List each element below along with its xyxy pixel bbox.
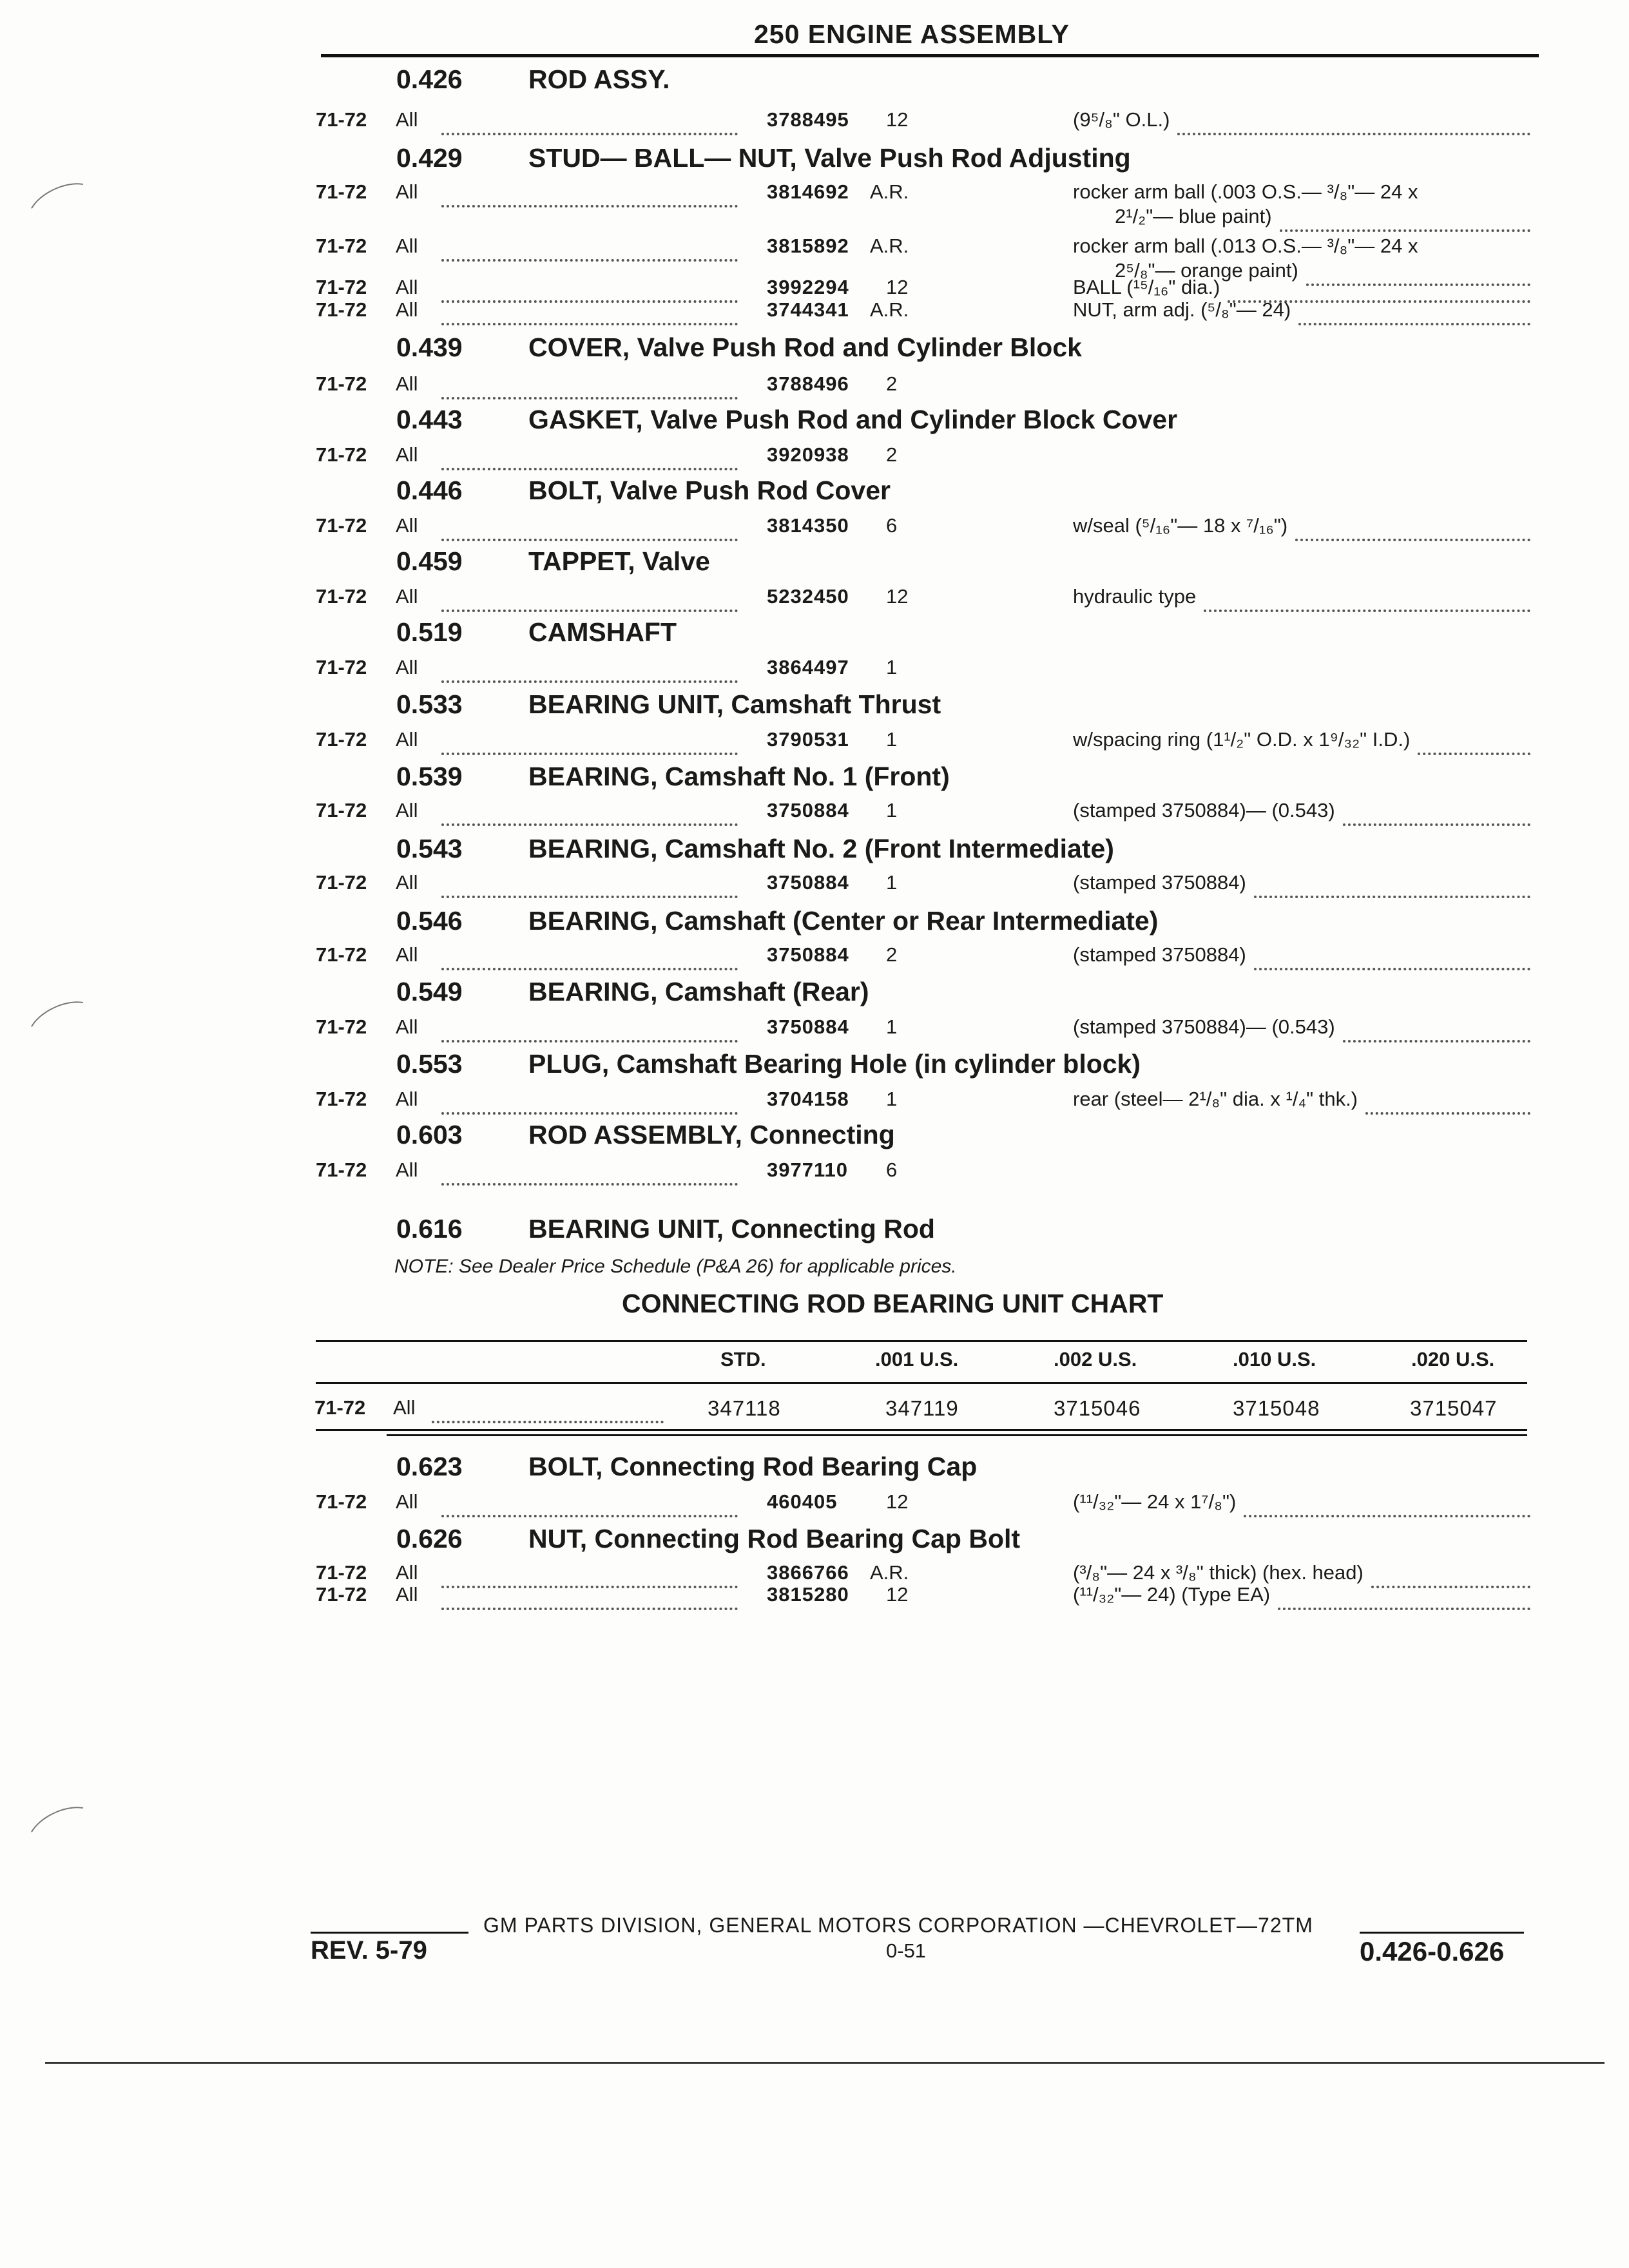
leader-dots — [441, 108, 738, 135]
part-number: 3750884 — [767, 943, 849, 966]
description: (stamped 3750884)— (0.543) — [1073, 799, 1335, 822]
section-name: STUD— BALL— NUT, Valve Push Rod Adjusting — [528, 143, 1131, 173]
section-code: 0.443 — [396, 405, 463, 434]
leader-dots — [1295, 514, 1530, 541]
leader-dots — [1298, 298, 1530, 325]
leader-dots — [1177, 108, 1530, 135]
description: BALL (¹⁵/₁₆" dia.) — [1073, 276, 1220, 298]
model-year: 71-72 — [316, 585, 367, 608]
section-name: COVER, Valve Push Rod and Cylinder Block — [528, 332, 1082, 362]
part-number: 3977110 — [767, 1158, 848, 1181]
quantity: 12 — [886, 1583, 909, 1606]
model: All — [396, 276, 418, 298]
leader-dots — [441, 1583, 738, 1610]
leader-dots — [1204, 585, 1530, 612]
model: All — [396, 372, 418, 395]
model: All — [396, 728, 418, 751]
revision-label: REV. 5-79 — [311, 1936, 427, 1965]
section-code: 0.533 — [396, 689, 463, 719]
model: All — [396, 871, 418, 894]
section-code: 0.519 — [396, 617, 463, 647]
section-name: NUT, Connecting Rod Bearing Cap Bolt — [528, 1524, 1021, 1553]
description: (9⁵/₈" O.L.) — [1073, 108, 1170, 131]
part-row — [0, 656, 1629, 683]
quantity: 6 — [886, 1158, 898, 1181]
page-number: 0-51 — [886, 1939, 927, 1962]
model-year: 71-72 — [316, 1561, 367, 1584]
description: rear (steel— 2¹/₈" dia. x ¹/₄" thk.) — [1073, 1088, 1358, 1110]
chart-value-020: 3715047 — [1410, 1396, 1498, 1420]
part-number: 460405 — [767, 1490, 838, 1513]
description: NUT, arm adj. (⁵/₈"— 24) — [1073, 298, 1291, 321]
model: All — [396, 1158, 418, 1181]
quantity: 1 — [886, 656, 898, 678]
chart-model: All — [393, 1396, 416, 1419]
section-name: BEARING, Camshaft No. 2 (Front Intermediate) — [528, 834, 1114, 863]
model: All — [396, 1015, 418, 1038]
part-number: 3814692 — [767, 180, 849, 203]
quantity: A.R. — [870, 298, 909, 321]
model-year: 71-72 — [316, 514, 367, 537]
part-row — [0, 372, 1629, 399]
quantity: 12 — [886, 1490, 909, 1513]
quantity: 12 — [886, 585, 909, 608]
section-name: BOLT, Connecting Rod Bearing Cap — [528, 1452, 978, 1481]
leader-dots — [441, 871, 738, 898]
leader-dots — [1254, 943, 1530, 970]
section-code: 0.539 — [396, 762, 463, 791]
model: All — [396, 443, 418, 466]
part-row — [0, 1158, 1629, 1186]
part-row — [0, 514, 1629, 541]
model-year: 71-72 — [316, 276, 367, 298]
description: w/spacing ring (1¹/₂" O.D. x 1⁹/₃₂" I.D.) — [1073, 728, 1411, 751]
leader-dots — [1278, 1583, 1530, 1610]
quantity: 2 — [886, 443, 898, 466]
quantity: A.R. — [870, 180, 909, 203]
quantity: 12 — [886, 276, 909, 298]
model-year: 71-72 — [316, 871, 367, 894]
chart-header-std: STD. — [720, 1348, 766, 1370]
section-code: 0.623 — [396, 1452, 463, 1481]
leader-dots — [1343, 799, 1530, 826]
footer-rule-left — [311, 1932, 468, 1934]
description: hydraulic type — [1073, 585, 1197, 608]
model-year: 71-72 — [316, 372, 367, 395]
section-code: 0.603 — [396, 1120, 463, 1149]
section-name: ROD ASSY. — [528, 64, 670, 94]
part-number: 3815280 — [767, 1583, 849, 1606]
model: All — [396, 1088, 418, 1110]
part-row — [0, 180, 1629, 227]
chart-header-001: .001 U.S. — [875, 1348, 959, 1370]
part-number: 3814350 — [767, 514, 849, 537]
chart-value-001: 347119 — [885, 1396, 959, 1420]
part-number: 3790531 — [767, 728, 849, 751]
leader-dots — [441, 443, 738, 470]
leader-dots — [441, 235, 738, 262]
model-year: 71-72 — [316, 1088, 367, 1110]
item-range: 0.426-0.626 — [1360, 1936, 1505, 1966]
leader-dots — [441, 585, 738, 612]
part-row — [0, 1583, 1629, 1610]
section-code: 0.426 — [396, 64, 463, 94]
footer-publisher: GM PARTS DIVISION, GENERAL MOTORS CORPORATION —CHEVROLET—72TM — [483, 1914, 1313, 1937]
part-number: 3750884 — [767, 799, 849, 822]
model: All — [396, 943, 418, 966]
description: rocker arm ball (.003 O.S.— ³/₈"— 24 x — [1073, 180, 1418, 203]
section-code: 0.429 — [396, 143, 463, 173]
chart-title: CONNECTING ROD BEARING UNIT CHART — [622, 1289, 1164, 1318]
part-row — [0, 585, 1629, 612]
model-year: 71-72 — [316, 108, 367, 131]
part-row — [0, 443, 1629, 470]
section-name: BEARING UNIT, Connecting Rod — [528, 1214, 935, 1244]
description: rocker arm ball (.013 O.S.— ³/₈"— 24 x — [1073, 235, 1418, 257]
model: All — [396, 514, 418, 537]
section-code: 0.546 — [396, 906, 463, 936]
leader-dots — [1254, 871, 1530, 898]
leader-dots — [1280, 205, 1530, 232]
part-number: 3788495 — [767, 108, 849, 131]
section-name: PLUG, Camshaft Bearing Hole (in cylinder block) — [528, 1049, 1141, 1079]
part-row — [0, 871, 1629, 898]
leader-dots — [441, 728, 738, 755]
description: (stamped 3750884) — [1073, 871, 1246, 894]
quantity: 2 — [886, 372, 898, 395]
model: All — [396, 108, 418, 131]
model: All — [396, 585, 418, 608]
model-year: 71-72 — [316, 1158, 367, 1181]
part-row — [0, 1015, 1629, 1043]
model-year: 71-72 — [316, 799, 367, 822]
scan-mark — [21, 992, 104, 1060]
part-number: 3815892 — [767, 235, 849, 257]
chart-year: 71-72 — [314, 1396, 366, 1419]
description-continued: 2¹/₂"— blue paint) — [1115, 205, 1272, 227]
leader-dots — [441, 943, 738, 970]
part-row — [0, 728, 1629, 755]
model-year: 71-72 — [316, 656, 367, 678]
model: All — [396, 180, 418, 203]
quantity: 1 — [886, 871, 898, 894]
leader-dots — [441, 372, 738, 399]
part-number: 5232450 — [767, 585, 849, 608]
model: All — [396, 1583, 418, 1606]
bottom-edge-rule — [45, 2062, 1605, 2064]
section-name: TAPPET, Valve — [528, 546, 710, 576]
leader-dots — [441, 799, 738, 826]
part-row — [0, 298, 1629, 325]
part-number: 3704158 — [767, 1088, 849, 1110]
part-row — [0, 943, 1629, 970]
leader-dots — [1244, 1490, 1530, 1517]
section-code: 0.626 — [396, 1524, 463, 1553]
chart-header-rule — [316, 1382, 1527, 1384]
section-name: GASKET, Valve Push Rod and Cylinder Block Cover — [528, 405, 1178, 434]
quantity: A.R. — [870, 235, 909, 257]
part-number: 3788496 — [767, 372, 849, 395]
model-year: 71-72 — [316, 943, 367, 966]
chart-value-std: 347118 — [708, 1396, 781, 1420]
chart-header-002: .002 U.S. — [1054, 1348, 1137, 1370]
model: All — [396, 1490, 418, 1513]
model: All — [396, 656, 418, 678]
model: All — [396, 799, 418, 822]
leader-dots — [1343, 1015, 1530, 1043]
chart-leader-dots — [432, 1396, 664, 1423]
model-year: 71-72 — [316, 728, 367, 751]
model-year: 71-72 — [316, 180, 367, 203]
model-year: 71-72 — [316, 298, 367, 321]
section-name: ROD ASSEMBLY, Connecting — [528, 1120, 895, 1149]
leader-dots — [441, 298, 738, 325]
section-code: 0.553 — [396, 1049, 463, 1079]
leader-dots — [441, 1088, 738, 1115]
quantity: 6 — [886, 514, 898, 537]
section-code: 0.549 — [396, 977, 463, 1006]
model: All — [396, 298, 418, 321]
chart-bottom-rule-2 — [387, 1434, 1527, 1436]
model-year: 71-72 — [316, 1490, 367, 1513]
header-rule — [321, 54, 1539, 57]
chart-top-rule — [316, 1340, 1527, 1342]
description: w/seal (⁵/₁₆"— 18 x ⁷/₁₆") — [1073, 514, 1288, 537]
section-name: CAMSHAFT — [528, 617, 677, 647]
leader-dots — [441, 656, 738, 683]
chart-header-020: .020 U.S. — [1411, 1348, 1495, 1370]
leader-dots — [441, 1015, 738, 1043]
price-note: NOTE: See Dealer Price Schedule (P&A 26) for applicable prices. — [394, 1256, 957, 1277]
description: (stamped 3750884) — [1073, 943, 1246, 966]
leader-dots — [441, 514, 738, 541]
section-name: BEARING, Camshaft (Center or Rear Intermediate) — [528, 906, 1159, 936]
section-name: BEARING, Camshaft No. 1 (Front) — [528, 762, 950, 791]
part-number: 3992294 — [767, 276, 849, 298]
quantity: 1 — [886, 728, 898, 751]
leader-dots — [1418, 728, 1530, 755]
section-name: BEARING, Camshaft (Rear) — [528, 977, 869, 1006]
part-number: 3920938 — [767, 443, 849, 466]
description: (¹¹/₃₂"— 24) (Type EA) — [1073, 1583, 1271, 1606]
section-code: 0.446 — [396, 476, 463, 505]
model: All — [396, 1561, 418, 1584]
quantity: 2 — [886, 943, 898, 966]
leader-dots — [1365, 1088, 1530, 1115]
quantity: 1 — [886, 1015, 898, 1038]
quantity: 1 — [886, 1088, 898, 1110]
section-code: 0.459 — [396, 546, 463, 576]
part-row — [0, 799, 1629, 826]
page-title: 250 ENGINE ASSEMBLY — [754, 19, 1070, 49]
section-code: 0.543 — [396, 834, 463, 863]
section-name: BOLT, Valve Push Rod Cover — [528, 476, 891, 505]
quantity: A.R. — [870, 1561, 909, 1584]
chart-value-010: 3715048 — [1233, 1396, 1320, 1420]
quantity: 12 — [886, 108, 909, 131]
model-year: 71-72 — [316, 443, 367, 466]
part-row — [0, 235, 1629, 282]
chart-value-002: 3715046 — [1054, 1396, 1141, 1420]
section-code: 0.616 — [396, 1214, 463, 1244]
leader-dots — [441, 1490, 738, 1517]
chart-header-010: .010 U.S. — [1233, 1348, 1316, 1370]
model-year: 71-72 — [316, 235, 367, 257]
chart-bottom-rule — [316, 1429, 1527, 1431]
quantity: 1 — [886, 799, 898, 822]
model: All — [396, 235, 418, 257]
description-continued: 2⁵/₈"— orange paint) — [1115, 259, 1298, 282]
part-number: 3744341 — [767, 298, 849, 321]
part-row — [0, 108, 1629, 135]
part-row — [0, 1490, 1629, 1517]
description: (³/₈"— 24 x ³/₈" thick) (hex. head) — [1073, 1561, 1364, 1584]
part-number: 3864497 — [767, 656, 849, 678]
description: (stamped 3750884)— (0.543) — [1073, 1015, 1335, 1038]
scan-mark — [21, 1797, 104, 1865]
description: (¹¹/₃₂"— 24 x 1⁷/₈") — [1073, 1490, 1237, 1513]
footer-rule-right — [1360, 1932, 1524, 1934]
leader-dots — [441, 180, 738, 207]
part-number: 3750884 — [767, 871, 849, 894]
part-number: 3750884 — [767, 1015, 849, 1038]
model-year: 71-72 — [316, 1015, 367, 1038]
part-number: 3866766 — [767, 1561, 849, 1584]
part-row — [0, 1088, 1629, 1115]
section-code: 0.439 — [396, 332, 463, 362]
leader-dots — [441, 1158, 738, 1186]
model-year: 71-72 — [316, 1583, 367, 1606]
section-name: BEARING UNIT, Camshaft Thrust — [528, 689, 941, 719]
